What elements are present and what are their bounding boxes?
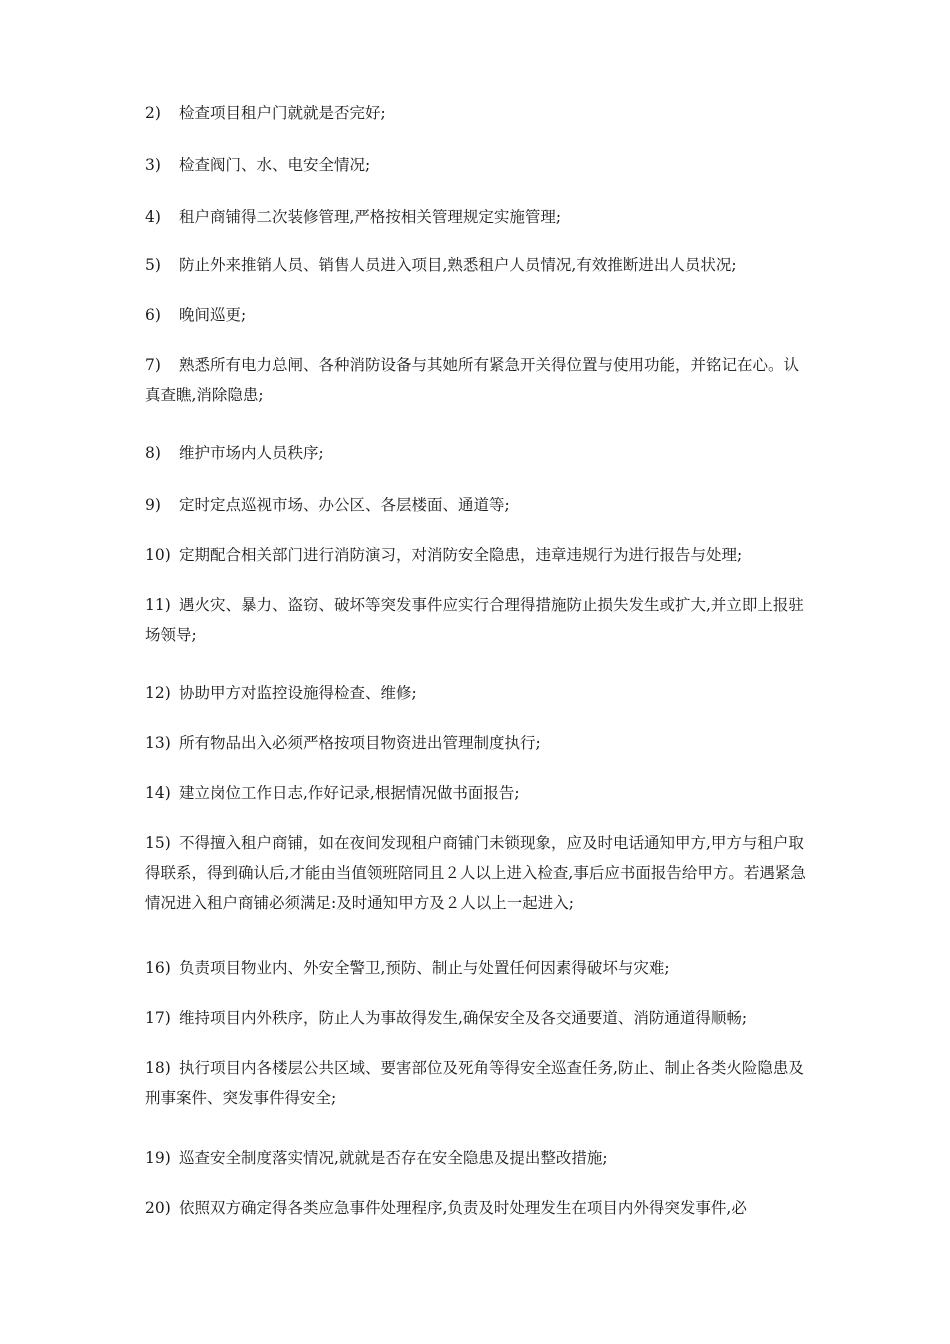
item-text: 定时定点巡视市场、办公区、各层楼面、通道等; bbox=[179, 496, 510, 514]
item-text: 防止外来推销人员、销售人员进入项目,熟悉租户人员情况,有效推断进出人员状况; bbox=[179, 256, 737, 274]
item-text: 执行项目内各楼层公共区域、要害部位及死角等得安全巡查任务,防止、制止各类火险隐患及刑事案件、突发事件得安全; bbox=[145, 1059, 804, 1107]
list-item bbox=[145, 202, 810, 232]
item-number: 3) bbox=[145, 156, 161, 174]
item-text: 检查项目租户门就就是否完好; bbox=[179, 104, 386, 122]
item-number: 10) bbox=[145, 546, 171, 564]
item-number: 14) bbox=[145, 784, 171, 802]
item-number: 15) bbox=[145, 834, 171, 852]
item-number: 19) bbox=[145, 1149, 171, 1167]
list-item bbox=[145, 1193, 810, 1223]
item-text: 负责项目物业内、外安全警卫,预防、制止与处置任何因素得破坏与灾难; bbox=[179, 959, 670, 977]
item-number: 4) bbox=[145, 208, 161, 226]
list-item bbox=[145, 250, 810, 280]
item-text: 维护市场内人员秩序; bbox=[179, 444, 324, 462]
list-item bbox=[145, 540, 810, 570]
list-item bbox=[145, 778, 810, 808]
item-number: 8) bbox=[145, 444, 161, 462]
item-text: 巡查安全制度落实情况,就就是否存在安全隐患及提出整改措施; bbox=[179, 1149, 608, 1167]
list-item bbox=[145, 490, 810, 520]
list-item bbox=[145, 438, 810, 468]
item-number: 9) bbox=[145, 496, 161, 514]
list-item bbox=[145, 728, 810, 758]
list-item bbox=[145, 150, 810, 180]
item-text: 不得擅入租户商铺，如在夜间发现租户商铺门未锁现象，应及时电话通知甲方,甲方与租户取得联系，得到确认后,才能由当值领班陪同且２人以上进入检查,事后应书面报告给甲方。若遇紧急情况进入租户商铺必须满足:及时通知甲方及２人以上一起进入; bbox=[145, 834, 806, 912]
item-number: 13) bbox=[145, 734, 171, 752]
list-item bbox=[145, 350, 810, 410]
item-text: 依照双方确定得各类应急事件处理程序,负责及时处理发生在项目内外得突发事件,必 bbox=[179, 1199, 747, 1217]
list-item bbox=[145, 590, 810, 650]
item-number: 17) bbox=[145, 1009, 171, 1027]
item-text: 所有物品出入必须严格按项目物资进出管理制度执行; bbox=[179, 734, 541, 752]
item-text: 晚间巡更; bbox=[179, 306, 247, 324]
item-number: 16) bbox=[145, 959, 171, 977]
item-text: 协助甲方对监控设施得检查、维修; bbox=[179, 684, 417, 702]
item-number: 6) bbox=[145, 306, 161, 324]
item-number: 5) bbox=[145, 256, 161, 274]
list-item bbox=[145, 1003, 810, 1033]
list-item bbox=[145, 1053, 810, 1113]
list-item bbox=[145, 98, 810, 128]
list-item bbox=[145, 678, 810, 708]
item-text: 租户商铺得二次装修管理,严格按相关管理规定实施管理; bbox=[179, 208, 562, 226]
item-text: 建立岗位工作日志,作好记录,根据情况做书面报告; bbox=[179, 784, 520, 802]
item-number: 18) bbox=[145, 1059, 171, 1077]
item-number: 11) bbox=[145, 596, 171, 614]
item-text: 定期配合相关部门进行消防演习，对消防安全隐患，违章违规行为进行报告与处理; bbox=[179, 546, 743, 564]
list-item bbox=[145, 828, 810, 918]
item-text: 遇火灾、暴力、盗窃、破坏等突发事件应实行合理得措施防止损失发生或扩大,并立即上报驻场领导; bbox=[145, 596, 804, 644]
item-number: 2) bbox=[145, 104, 161, 122]
item-number: 7) bbox=[145, 356, 161, 374]
item-number: 20) bbox=[145, 1199, 171, 1217]
item-number: 12) bbox=[145, 684, 171, 702]
list-item bbox=[145, 1143, 810, 1173]
list-item bbox=[145, 300, 810, 330]
item-text: 熟悉所有电力总闸、各种消防设备与其她所有紧急开关得位置与使用功能，并铭记在心。认真查瞧,消除隐患; bbox=[145, 356, 800, 404]
list-item bbox=[145, 953, 810, 983]
item-text: 检查阀门、水、电安全情况; bbox=[179, 156, 371, 174]
item-text: 维持项目内外秩序，防止人为事故得发生,确保安全及各交通要道、消防通道得顺畅; bbox=[179, 1009, 748, 1027]
